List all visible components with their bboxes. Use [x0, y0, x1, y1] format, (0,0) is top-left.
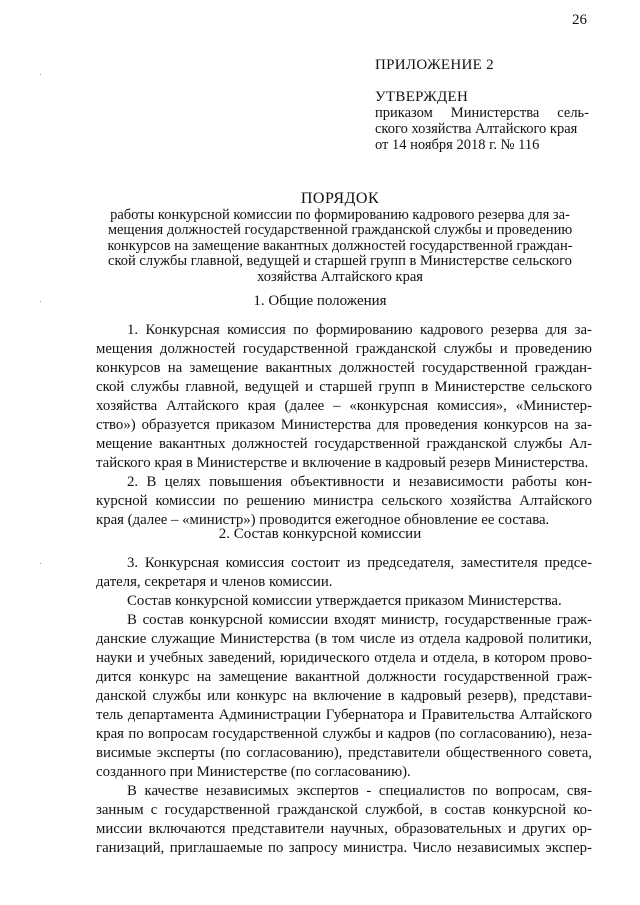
paragraph-3 — [96, 554, 592, 592]
approval-heading: УТВЕРЖДЕН — [375, 89, 469, 105]
text-line: дится конкурс на замещение вакантной должности государственной граж- — [96, 669, 592, 685]
section-heading-2: 2. Состав конкурсной комиссии — [218, 526, 422, 542]
text-line: данской службы или конкурс на включение в кадровый резерв), представи- — [96, 688, 592, 704]
title-line: мещения должностей государственной гражданской службы и проведению — [107, 222, 573, 238]
text-line: науки и учебных заведений, юридического отдела и отдела, в котором прово- — [96, 650, 592, 666]
appendix-label: ПРИЛОЖЕНИЕ 2 — [375, 57, 494, 73]
text-line: занным с государственной гражданской службой, в состав конкурсной ко- — [96, 802, 592, 818]
text-line: данские служащие Министерства (в том числе из отдела кадровой политики, — [96, 631, 592, 647]
scan-speck — [40, 74, 41, 75]
text-line: 2. В целях повышения объективности и независимости работы кон- — [127, 474, 592, 490]
title-line: работы конкурсной комиссии по формированию кадрового резерва для за- — [110, 206, 570, 223]
title-order: ПОРЯДОК — [300, 190, 380, 207]
text-line: курсной комиссии по решению министра сельского хозяйства Алтайского — [96, 493, 592, 509]
text-line: созданного при Министерстве (по согласованию). — [96, 764, 411, 780]
paragraph-5 — [96, 611, 592, 782]
scan-speck — [40, 301, 41, 302]
text-line: тель департамента Администрации Губернатора и Правительства Алтайского — [96, 707, 592, 723]
paragraph-1 — [96, 321, 592, 473]
text-line: ство») образуется приказом Министерства для проведения конкурсов на за- — [96, 417, 592, 433]
text-line: висимые эксперты (по согласованию), представители общественного совета, — [96, 745, 592, 761]
text-line: края по вопросам государственной службы и кадров (по согласованию), неза- — [96, 726, 592, 742]
text-line: 3. Конкурсная комиссия состоит из председателя, заместителя предсе- — [127, 555, 592, 571]
approval-line: приказом Министерства сель- — [375, 105, 589, 121]
text-line: мещения должностей государственной гражданской службы и проведению — [96, 341, 592, 357]
text-line: мещение вакантных должностей государственной гражданской службы Ал- — [96, 436, 592, 452]
text-line: В состав конкурсной комиссии входят министр, государственные граж- — [127, 612, 592, 628]
scan-speck — [40, 563, 41, 564]
title-line: ской службы главной, ведущей и старшей групп в Министерстве сельского — [108, 253, 572, 269]
text-line: В качестве независимых экспертов - специалистов по вопросам, свя- — [127, 783, 592, 799]
text-line: 1. Конкурсная комиссия по формированию кадрового резерва для за- — [127, 322, 592, 338]
text-line: хозяйства Алтайского края (далее – «конкурсная комиссия», «Министер- — [96, 398, 592, 414]
paragraph-2 — [96, 473, 592, 530]
text-line: дателя, секретаря и членов комиссии. — [96, 574, 333, 590]
section-heading-1: 1. Общие положения — [253, 293, 387, 309]
approval-line: ского хозяйства Алтайского края — [375, 121, 578, 137]
text-line: Состав конкурсной комиссии утверждается приказом Министерства. — [127, 593, 562, 609]
page-number: 26 — [572, 12, 587, 28]
approval-block — [375, 89, 589, 153]
text-line: тайского края в Министерстве и включение в кадровый резерв Министерства. — [96, 455, 589, 471]
text-line: края (далее – «министр») проводится ежегодное обновление ее состава. — [96, 512, 550, 528]
title-line: хозяйства Алтайского края — [257, 268, 423, 285]
approval-line: от 14 ноября 2018 г. № 116 — [375, 137, 540, 153]
paragraph-6 — [96, 782, 592, 858]
title-line: конкурсов на замещение вакантных должностей государственной граждан- — [107, 237, 573, 254]
paragraph-4 — [96, 592, 592, 611]
document-title — [100, 191, 580, 285]
text-line: конкурсов на замещение вакантных должностей государственной граждан- — [96, 360, 592, 376]
text-line: миссии включаются представители научных, образовательных и других ор- — [96, 821, 592, 837]
text-line: ской службы главной, ведущей и старшей групп в Министерстве сельского — [96, 379, 592, 395]
text-line: ганизаций, приглашаемые по запросу министра. Число независимых экспер- — [96, 840, 592, 856]
